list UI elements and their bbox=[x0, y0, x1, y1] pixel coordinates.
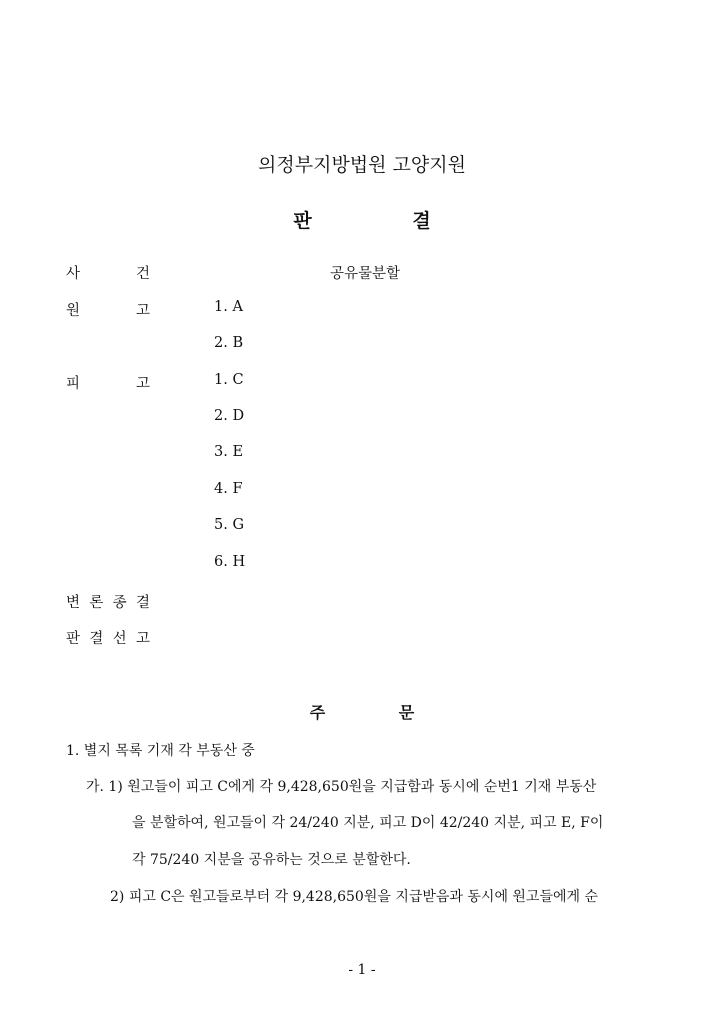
order-line-4: 각 75/240 지분을 공유하는 것으로 분할한다. bbox=[132, 852, 411, 868]
order-title: 주 문 bbox=[309, 703, 415, 722]
closing-label: 변 론 종 결 bbox=[66, 595, 150, 611]
defendant-label: 피 고 bbox=[66, 376, 150, 392]
case-label: 사 건 bbox=[66, 266, 150, 282]
plaintiff-label: 원 고 bbox=[66, 303, 150, 319]
plaintiff-2: 2. B bbox=[214, 335, 244, 351]
decision-label: 판 결 선 고 bbox=[66, 631, 150, 647]
order-line-3: 을 분할하여, 원고들이 각 24/240 지분, 피고 D이 42/240 지분, 피고 E, F이 bbox=[132, 815, 604, 831]
order-line-2: 가. 1) 원고들이 피고 C에게 각 9,428,650원을 지급함과 동시에 순번1 기재 부동산 bbox=[86, 779, 597, 795]
court-name: 의정부지방법원 고양지원 bbox=[258, 154, 466, 176]
page-number: - 1 - bbox=[348, 962, 376, 978]
defendant-6: 6. H bbox=[214, 554, 246, 570]
title-char-2: 결 bbox=[412, 210, 431, 232]
plaintiff-1: 1. A bbox=[214, 299, 243, 315]
defendant-2: 2. D bbox=[214, 408, 245, 424]
defendant-5: 5. G bbox=[214, 517, 245, 533]
case-value: 공유물분할 bbox=[330, 266, 401, 282]
defendant-4: 4. F bbox=[214, 481, 243, 497]
order-line-1: 1. 별지 목록 기재 각 부동산 중 bbox=[66, 743, 255, 759]
title-char-1: 판 bbox=[293, 210, 312, 232]
document-title bbox=[0, 206, 724, 233]
defendant-1: 1. C bbox=[214, 372, 244, 388]
defendant-3: 3. E bbox=[214, 444, 244, 460]
order-line-5: 2) 피고 C은 원고들로부터 각 9,428,650원을 지급받음과 동시에 원고들에게 순 bbox=[110, 889, 599, 905]
